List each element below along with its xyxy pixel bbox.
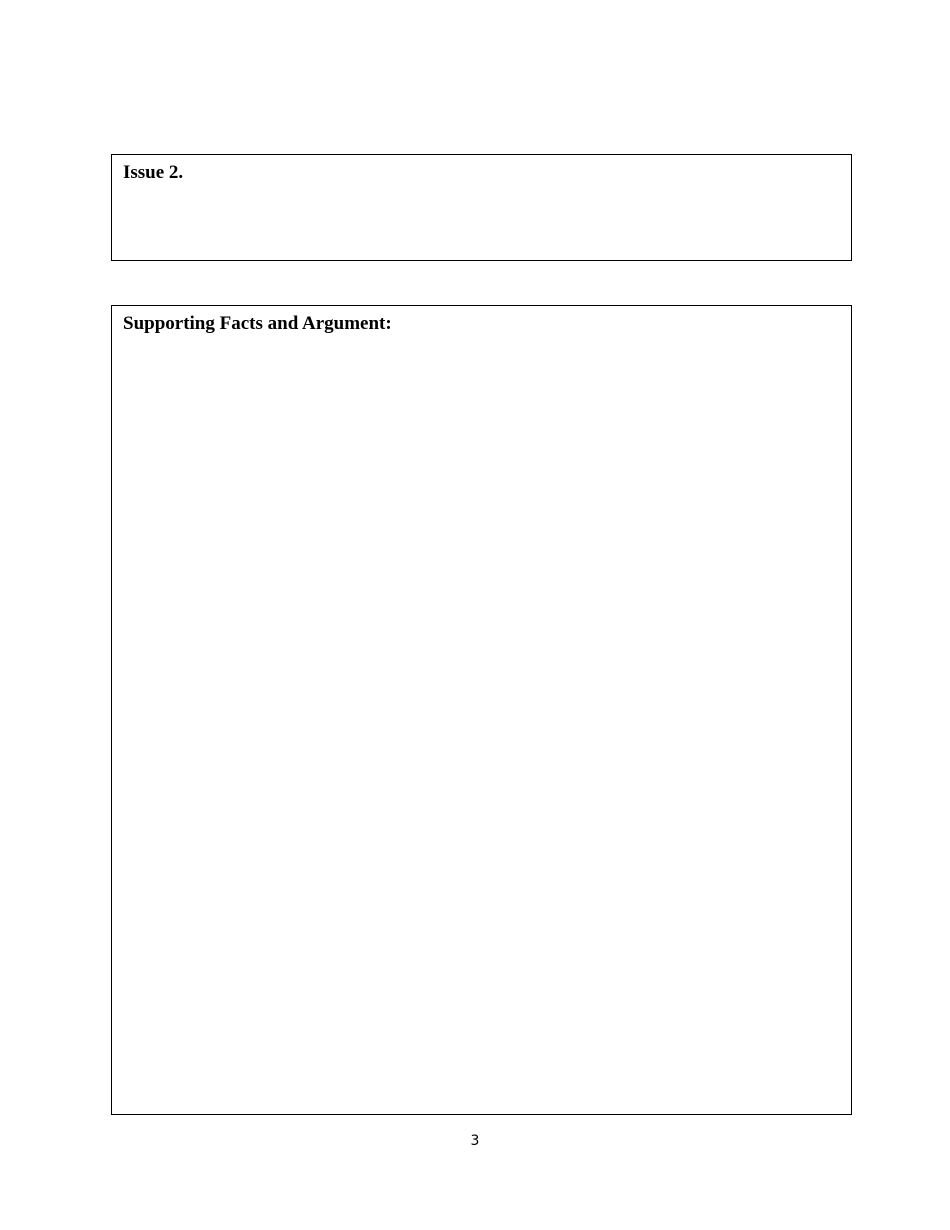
issue-heading: Issue 2. bbox=[123, 162, 184, 183]
page-number: 3 bbox=[470, 1133, 480, 1149]
supporting-facts-heading: Supporting Facts and Argument: bbox=[123, 313, 392, 334]
issue-box bbox=[111, 154, 852, 261]
supporting-facts-box bbox=[111, 305, 852, 1115]
